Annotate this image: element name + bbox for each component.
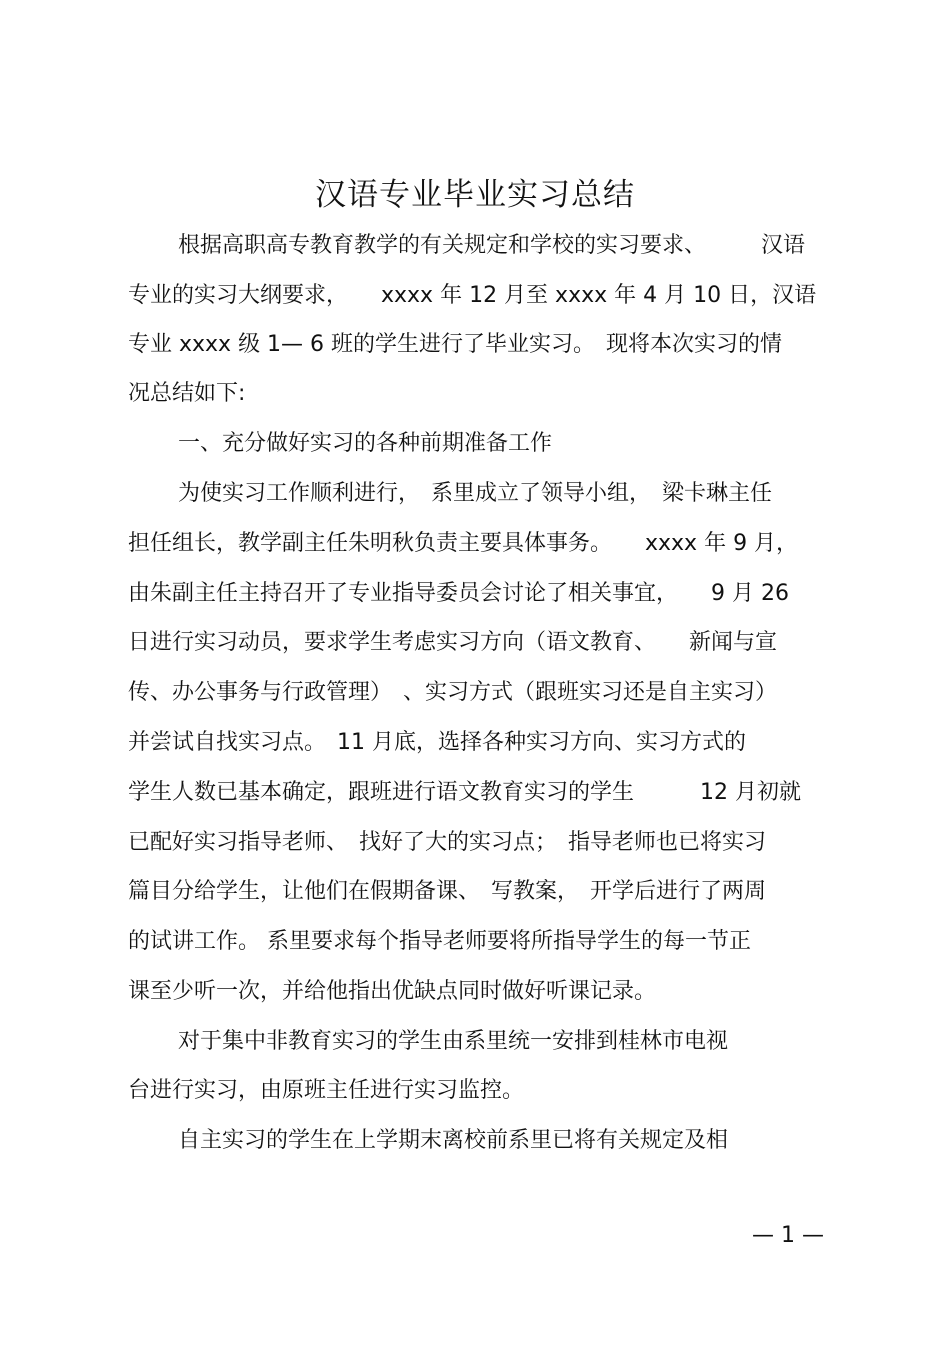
text-line: 对于集中非教育实习的学生由系里统一安排到桂林市电视 xyxy=(178,1029,729,1054)
text-line: 已配好实习指导老师、 找好了大的实习点； 指导老师也已将实习 xyxy=(128,830,767,855)
text-line: 的试讲工作。 系里要求每个指导老师要将所指导学生的每一节正 xyxy=(128,929,751,954)
document-title: 汉语专业毕业实习总结 xyxy=(315,177,635,213)
text-line: 况总结如下: xyxy=(128,381,246,406)
text-line: 传、办公事务与行政管理） 、实习方式（跟班实习还是自主实习） xyxy=(128,680,778,705)
text-line: 由朱副主任主持召开了专业指导委员会讨论了相关事宜， 9 月 26 xyxy=(128,581,789,606)
text-line: 根据高职高专教育教学的有关规定和学校的实习要求、 汉语 xyxy=(178,233,806,258)
section-heading: 一、充分做好实习的各种前期准备工作 xyxy=(178,431,553,456)
text-line: 担任组长，教学副主任朱明秋负责主要具体事务。 xxxx 年 9 月， xyxy=(128,531,799,556)
text-line: 为使实习工作顺利进行， 系里成立了领导小组， 梁卡琳主任 xyxy=(178,481,773,506)
text-line: 专业 xxxx 级 1— 6 班的学生进行了毕业实习。 现将本次实习的情 xyxy=(128,332,783,357)
text-line: 专业的实习大纲要求， xxxx 年 12 月至 xxxx 年 4 月 10 日，汉语 xyxy=(128,283,817,308)
text-line: 台进行实习，由原班主任进行实习监控。 xyxy=(128,1078,525,1103)
text-line: 课至少听一次，并给他指出优缺点同时做好听课记录。 xyxy=(128,979,657,1004)
page-number: — 1 — xyxy=(752,1223,824,1248)
text-line: 日进行实习动员，要求学生考虑实习方向（语文教育、 新闻与宣 xyxy=(128,630,778,655)
text-line: 篇目分给学生，让他们在假期备课、 写教案， 开学后进行了两周 xyxy=(128,879,767,904)
text-line: 并尝试自找实习点。 11 月底，选择各种实习方向、实习方式的 xyxy=(128,730,746,755)
text-line: 学生人数已基本确定，跟班进行语文教育实习的学生 12 月初就 xyxy=(128,780,801,805)
text-line: 自主实习的学生在上学期末离校前系里已将有关规定及相 xyxy=(178,1128,729,1153)
